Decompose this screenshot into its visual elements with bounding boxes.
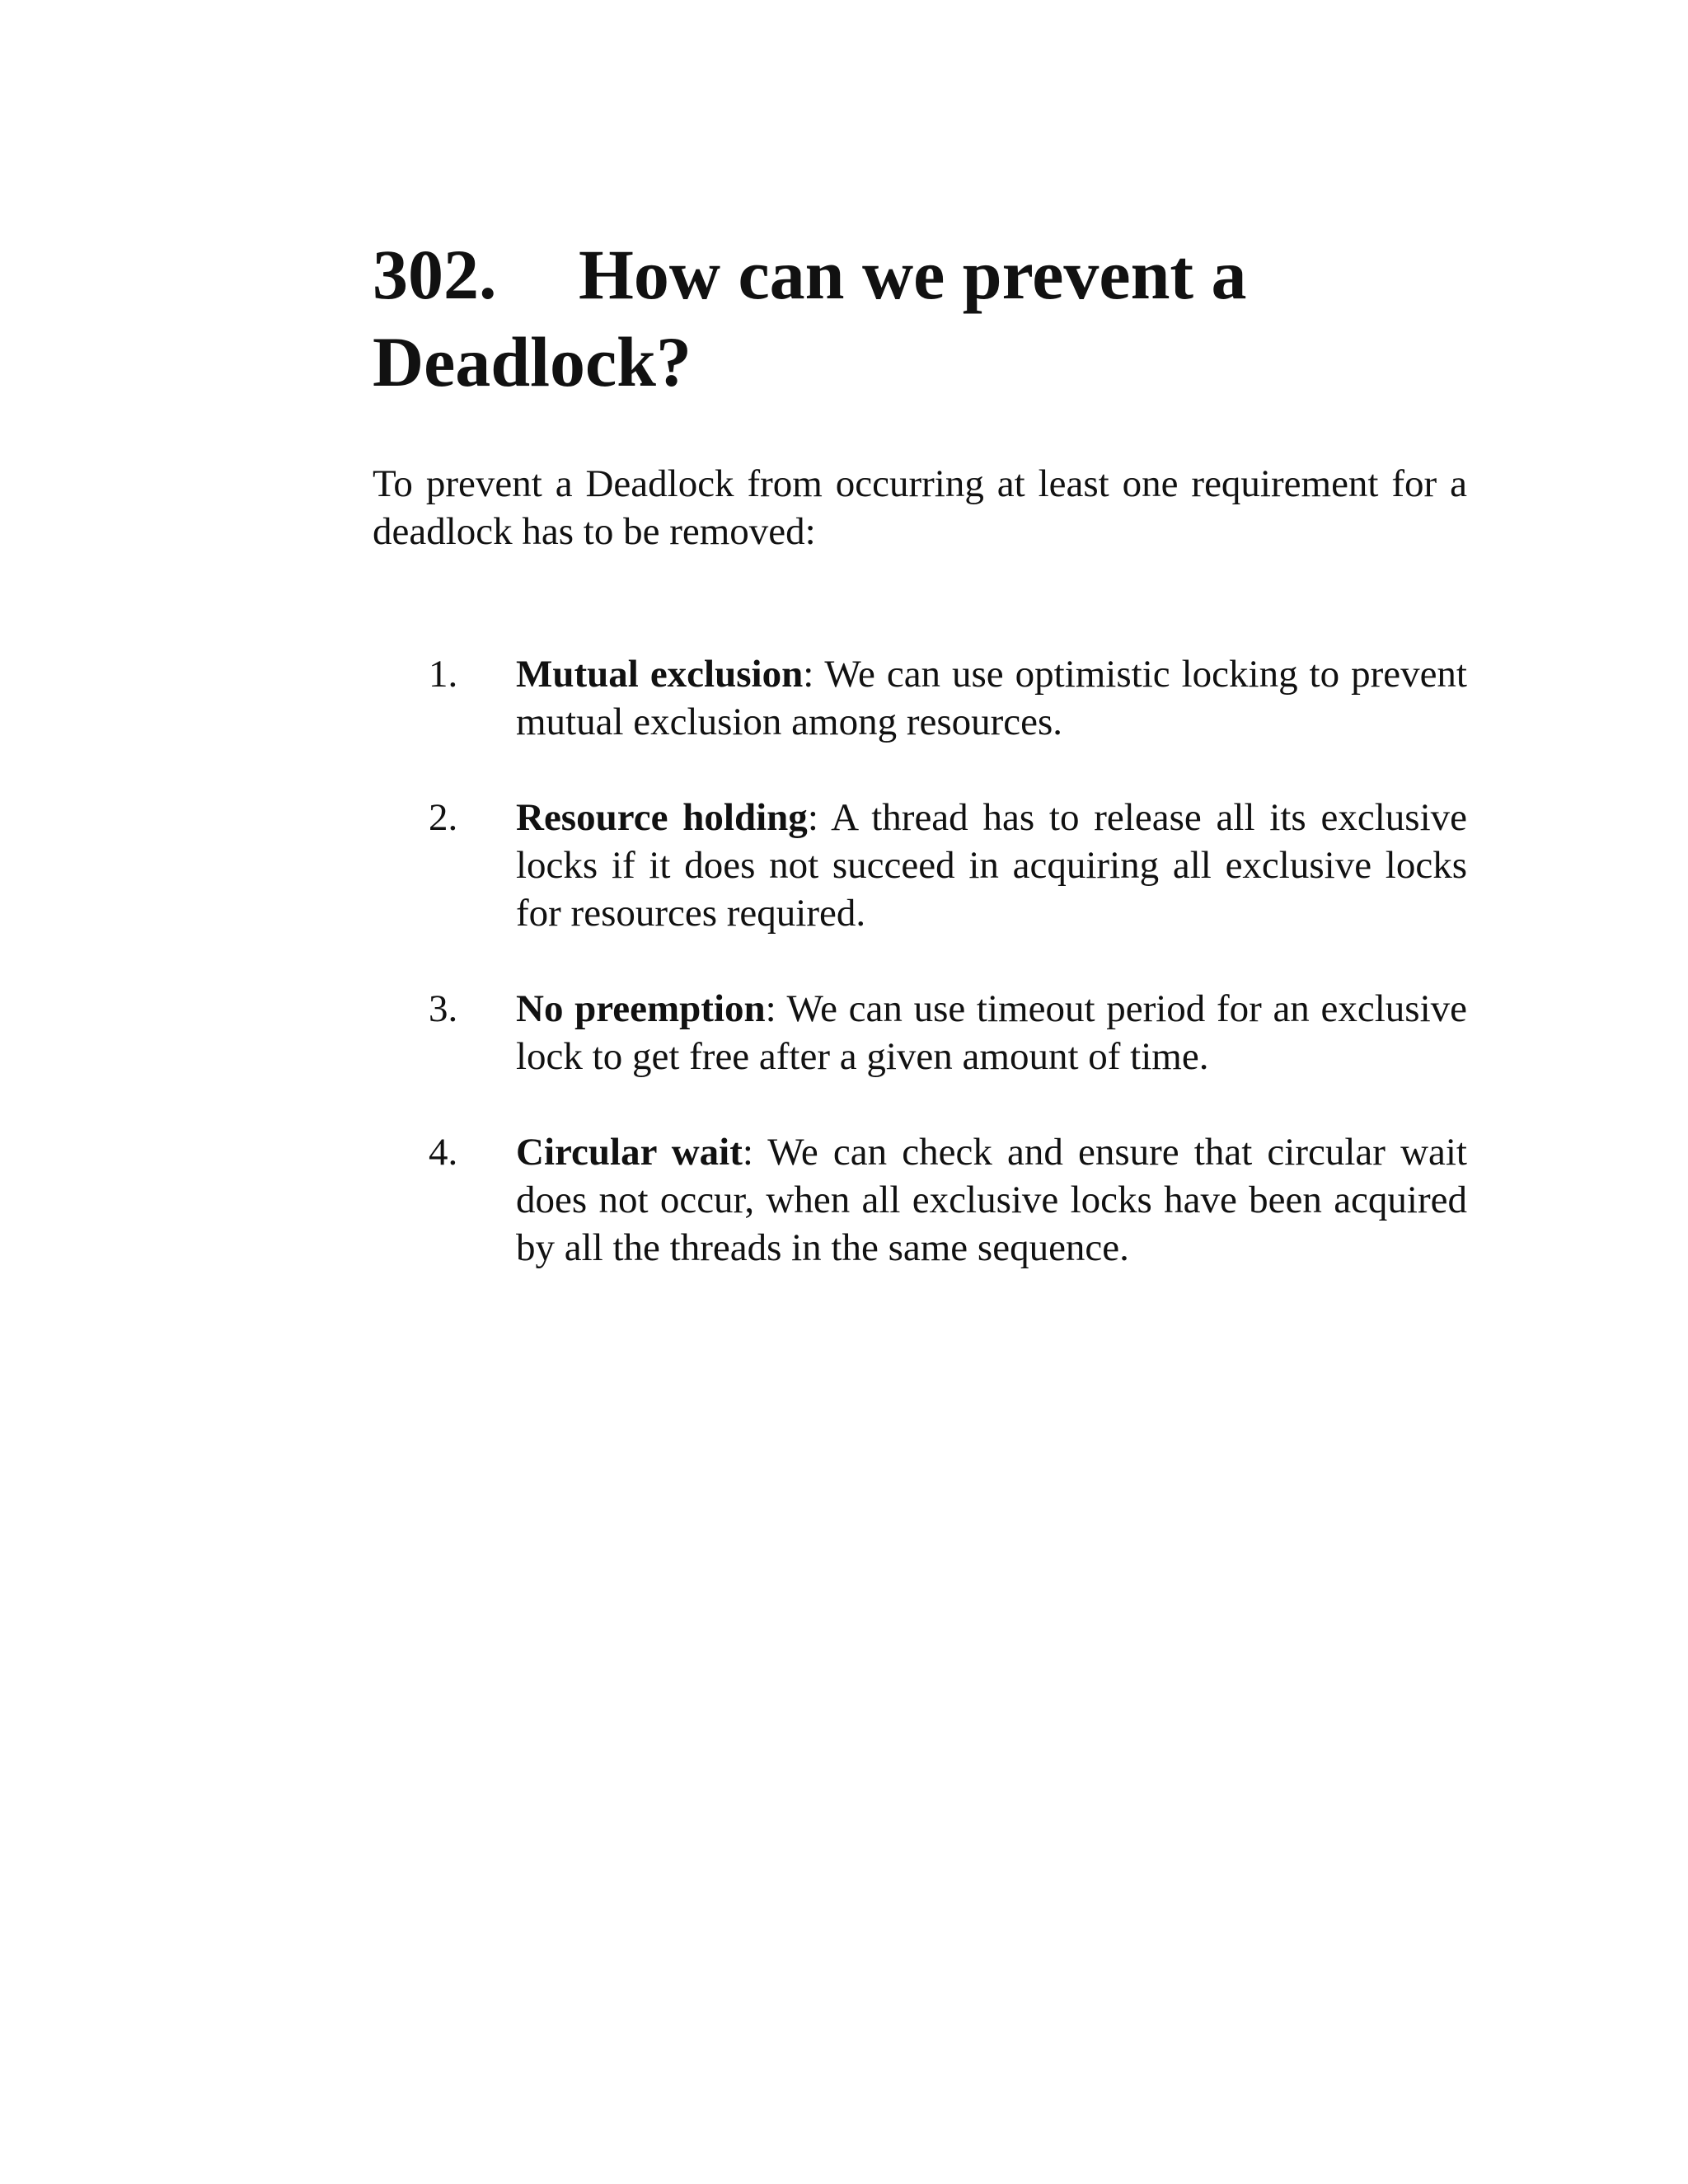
list-item-no-preemption xyxy=(373,985,1467,1080)
list-item-mutual-exclusion xyxy=(373,650,1467,746)
question-title: How can we prevent a Deadlock? xyxy=(373,235,1247,401)
list-marker: 3. xyxy=(429,987,458,1030)
term-no-preemption: No preemption xyxy=(516,987,766,1030)
page-content xyxy=(373,231,1467,1272)
list-item-resource-holding xyxy=(373,794,1467,937)
term-resource-holding: Resource holding xyxy=(516,796,808,839)
description-mutual-exclusion: : We can use optimistic locking to prevent mutual exclusion among resources. xyxy=(516,653,1467,743)
question-heading xyxy=(373,231,1467,405)
list-marker: 2. xyxy=(429,796,458,839)
description-no-preemption: : We can use timeout period for an exclusive lock to get free after a given amount of time. xyxy=(516,987,1467,1078)
description-circular-wait: : We can check and ensure that circular wait does not occur, when all exclusive locks have been acquired by all the threads in the same sequence. xyxy=(516,1131,1467,1269)
list-item-circular-wait xyxy=(373,1128,1467,1272)
requirements-list xyxy=(373,650,1467,1272)
intro-paragraph: To prevent a Deadlock from occurring at least one requirement for a deadlock has to be removed: xyxy=(373,462,1467,553)
term-circular-wait: Circular wait xyxy=(516,1131,743,1174)
description-resource-holding: : A thread has to release all its exclusive locks if it does not succeed in acquiring all exclusive locks for resources required. xyxy=(516,796,1467,935)
list-marker: 4. xyxy=(429,1131,458,1174)
term-mutual-exclusion: Mutual exclusion xyxy=(516,653,804,696)
list-marker: 1. xyxy=(429,653,458,696)
question-number: 302. xyxy=(373,235,497,314)
